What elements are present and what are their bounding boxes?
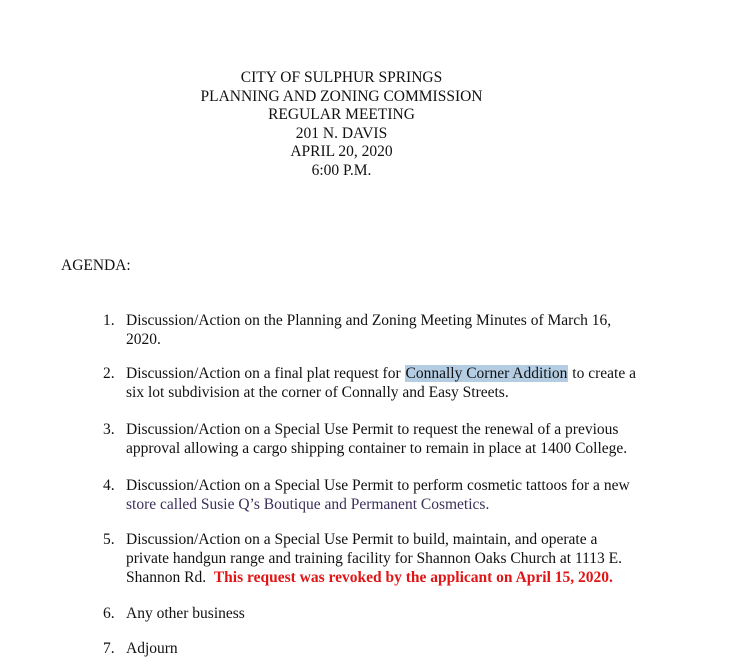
meeting-type: REGULAR MEETING xyxy=(268,106,415,124)
agenda-item-text-line: Discussion/Action on a Special Use Permit to perform cosmetic tattoos for a new xyxy=(126,477,630,494)
revoked-notice: This request was revoked by the applicant on April 15, 2020. xyxy=(213,569,613,586)
agenda-item-text: Shannon Rd. xyxy=(126,569,214,586)
city-name: CITY OF SULPHUR SPRINGS xyxy=(240,69,443,86)
agenda-item-1 xyxy=(103,311,663,349)
agenda-item-7 xyxy=(103,639,663,658)
agenda-item-text-line: Discussion/Action on a Special Use Permit to build, maintain, and operate a xyxy=(126,531,598,548)
agenda-item-text-line: private handgun range and training facility for Shannon Oaks Church at 1113 E. xyxy=(126,550,623,567)
agenda-item-text-line: Adjourn xyxy=(126,640,178,657)
agenda-item-text-line: Discussion/Action on the Planning and Zoning Meeting Minutes of March 16, xyxy=(126,312,612,329)
agenda-item-text-line xyxy=(126,568,663,587)
agenda-item-text: Discussion/Action on a final plat request for xyxy=(126,365,405,382)
agenda-item-text-line: Any other business xyxy=(126,605,245,622)
agenda-item-5 xyxy=(103,530,663,587)
agenda-item-3 xyxy=(103,420,663,458)
highlighted-text[interactable]: Connally Corner Addition xyxy=(405,365,568,382)
agenda-item-text-line: Discussion/Action on a Special Use Permit to request the renewal of a previous xyxy=(126,421,619,438)
agenda-item-text-line: store called Susie Q’s Boutique and Permanent Cosmetics. xyxy=(126,496,490,513)
agenda-item-number: 7. xyxy=(103,640,115,657)
agenda-item-number: 3. xyxy=(103,421,115,438)
agenda-item-2 xyxy=(103,364,663,402)
commission-name: PLANNING AND ZONING COMMISSION xyxy=(200,87,483,105)
agenda-item-text-line: approval allowing a cargo shipping container to remain in place at 1400 College. xyxy=(126,440,628,457)
agenda-item-4 xyxy=(103,476,663,514)
agenda-item-number: 4. xyxy=(103,477,115,494)
agenda-item-number: 5. xyxy=(103,531,115,548)
agenda-item-text-line: 2020. xyxy=(126,331,161,348)
agenda-item-text-line: six lot subdivision at the corner of Connally and Easy Streets. xyxy=(126,384,509,401)
agenda-heading: AGENDA: xyxy=(61,257,131,274)
agenda-item-text-line xyxy=(126,364,663,383)
agenda-item-6 xyxy=(103,604,663,623)
meeting-address: 201 N. DAVIS xyxy=(295,124,388,142)
meeting-date: APRIL 20, 2020 xyxy=(290,143,393,161)
agenda-item-number: 6. xyxy=(103,605,115,622)
meeting-time: 6:00 P.M. xyxy=(311,161,372,179)
agenda-item-text: to create a xyxy=(568,365,636,382)
document-header xyxy=(0,69,683,181)
agenda-item-number: 2. xyxy=(103,365,115,382)
agenda-item-number: 1. xyxy=(103,312,115,329)
